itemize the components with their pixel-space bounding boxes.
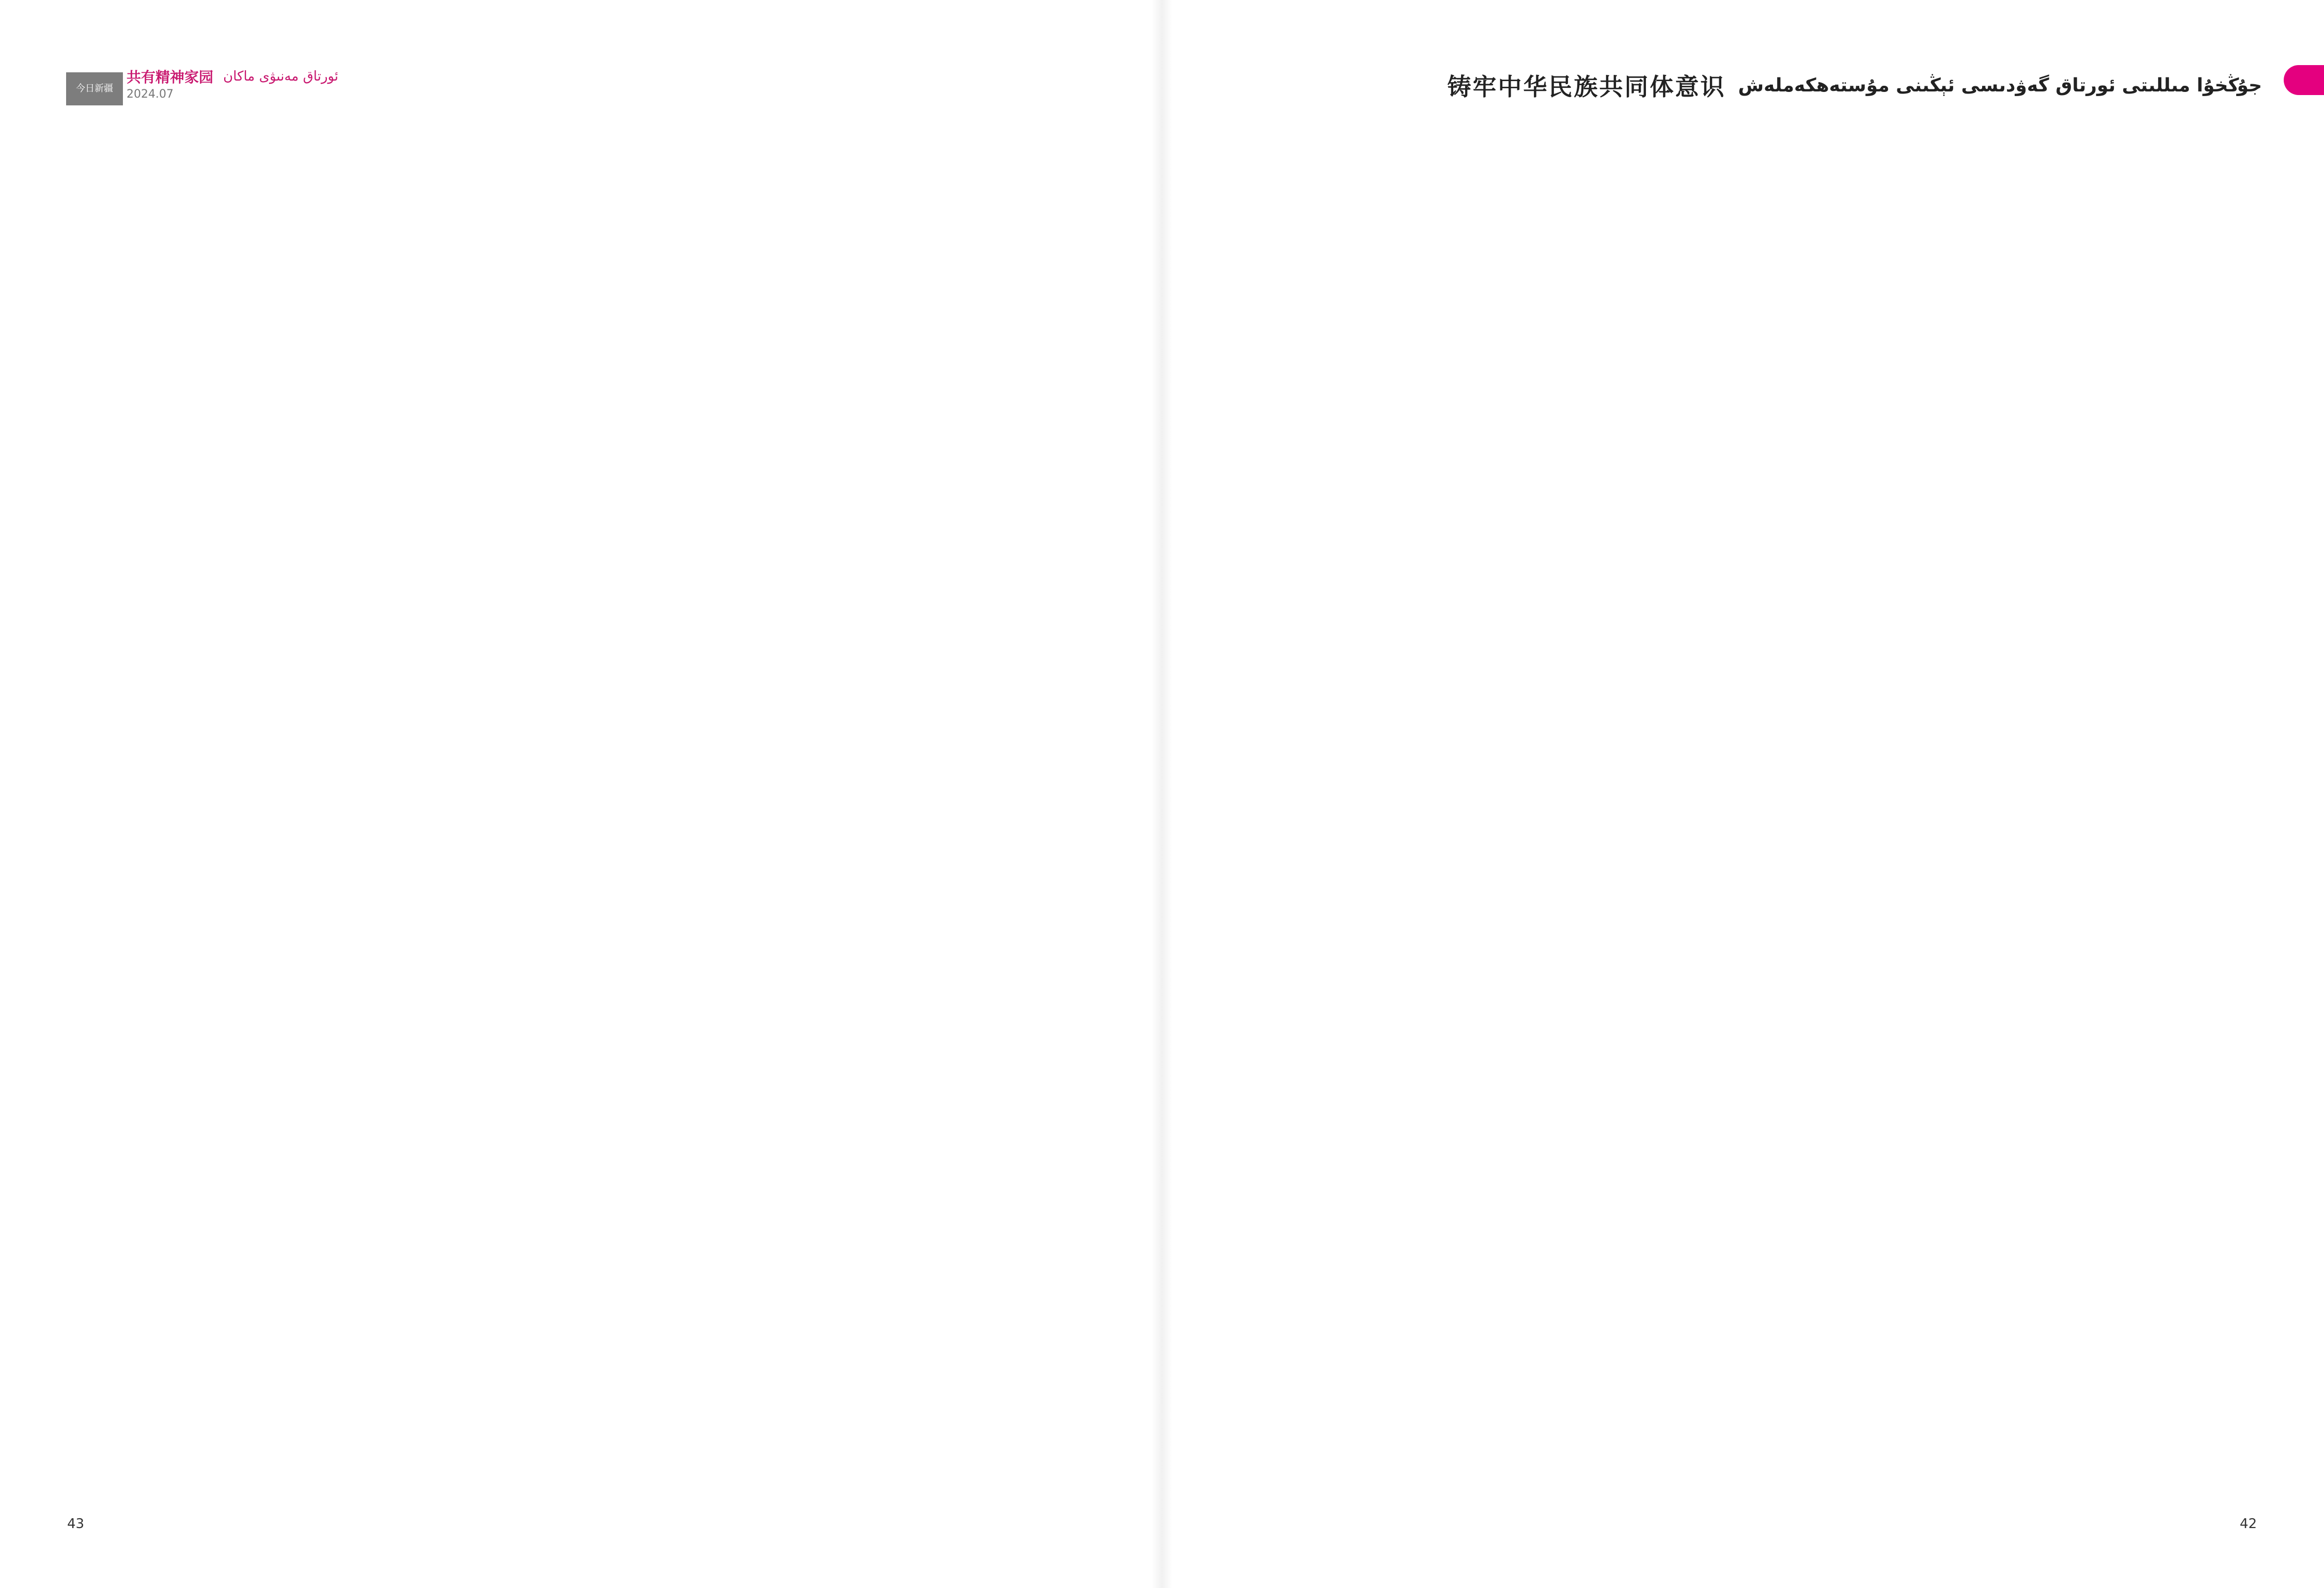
- magazine-logo: 今日新疆: [66, 72, 123, 105]
- left-running-header: [127, 66, 338, 101]
- section-title-uyghur: جۇڭخۇا مىللىتى ئورتاق گەۋدىسى ئېڭىنى مۇستەھكەملەش: [1738, 74, 2262, 96]
- section-tab-marker: [2284, 65, 2324, 95]
- issue-date: 2024.07: [127, 88, 174, 101]
- page-number: 43: [67, 1516, 85, 1532]
- right-page: [1162, 0, 2324, 1588]
- section-title-chinese: 铸牢中华民族共同体意识: [1447, 73, 1726, 101]
- article-column-left-inner: [607, 196, 1035, 243]
- series-title-chinese: 共有精神家园: [127, 69, 214, 86]
- page-number: 42: [2239, 1516, 2257, 1532]
- series-title-uyghur: ئورتاق مەنىۋى ماكان: [223, 69, 339, 84]
- right-running-header: [1447, 68, 2262, 102]
